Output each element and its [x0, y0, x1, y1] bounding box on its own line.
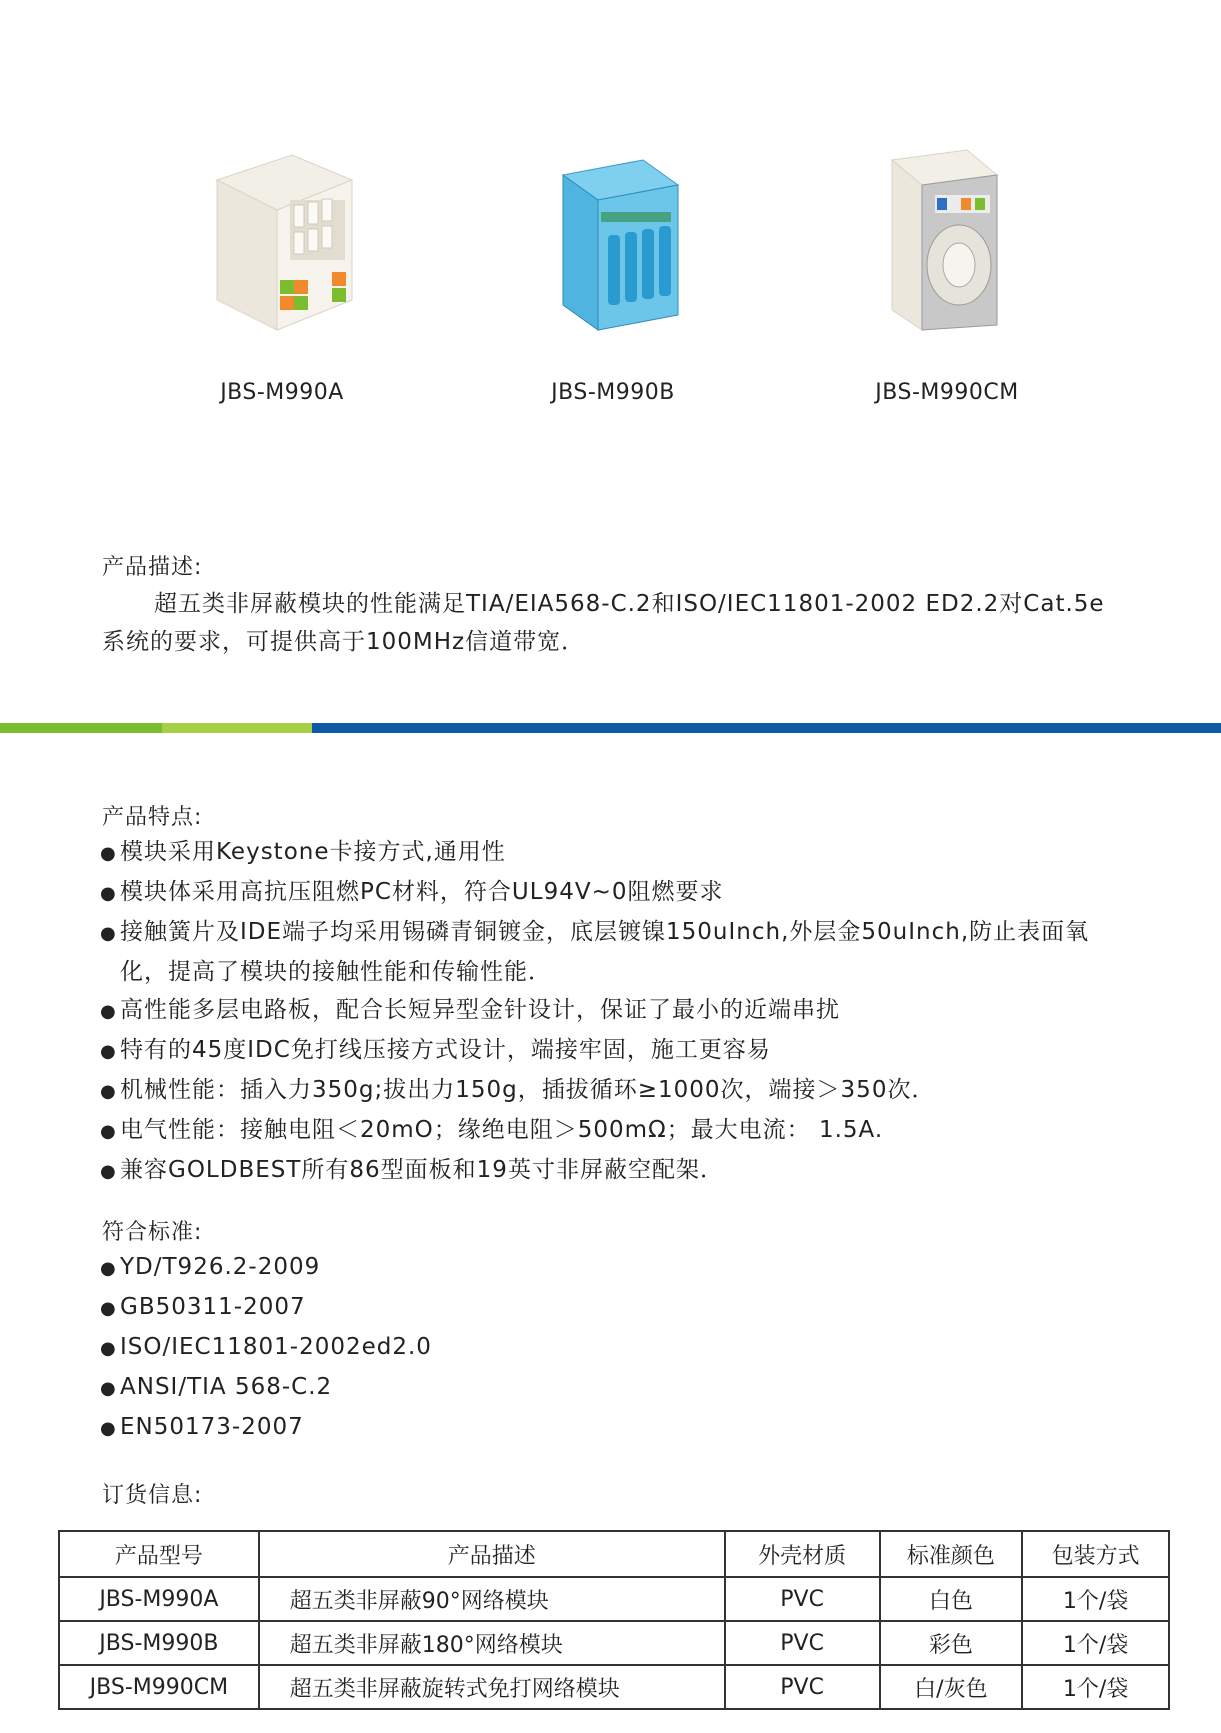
list-item: ● EN50173-2007: [100, 1408, 1120, 1448]
table-cell: 白色: [880, 1577, 1023, 1621]
features-list: [100, 833, 1120, 1191]
blue-keystone-jack-180-icon: [513, 140, 713, 350]
divider-green-dark: [0, 723, 162, 733]
table-row: [59, 1665, 1169, 1709]
white-keystone-jack-90-icon: [182, 140, 382, 350]
list-item: ● 机械性能：插入力350g;拔出力150g，插拔循环≥1000次，端接＞350次．: [100, 1071, 1120, 1111]
table-cell: 超五类非屏蔽旋转式免打网络模块: [259, 1665, 725, 1709]
white-grey-rotary-keystone-jack-icon: [847, 140, 1047, 350]
table-cell: JBS-M990CM: [59, 1665, 259, 1709]
list-item: ● 电气性能：接触电阻＜20mO；缘绝电阻＞500mΩ；最大电流： 1.5A.: [100, 1111, 1120, 1151]
table-cell: JBS-M990B: [59, 1621, 259, 1665]
product-card-m990a: [152, 140, 412, 405]
ordering-table: [58, 1530, 1170, 1710]
ordering-title: 订货信息:: [102, 1483, 203, 1508]
column-header: 外壳材质: [725, 1531, 880, 1577]
product-card-m990b: [483, 140, 743, 405]
table-cell: PVC: [725, 1577, 880, 1621]
list-item: ● ANSI/TIA 568-C.2: [100, 1368, 1120, 1408]
list-item: ● 特有的45度IDC免打线压接方式设计，端接牢固，施工更容易: [100, 1031, 1120, 1071]
table-cell: 1个/袋: [1022, 1621, 1169, 1665]
list-item: ● YD/T926.2-2009: [100, 1248, 1120, 1288]
table-cell: 白/灰色: [880, 1665, 1023, 1709]
list-item: ● 模块采用Keystone卡接方式,通用性: [100, 833, 1120, 873]
features-title: 产品特点:: [102, 805, 203, 830]
product-model-label: JBS-M990CM: [875, 380, 1019, 405]
column-header: 产品型号: [59, 1531, 259, 1577]
table-row: [59, 1621, 1169, 1665]
table-cell: 1个/袋: [1022, 1577, 1169, 1621]
list-item: ● 兼容GOLDBEST所有86型面板和19英寸非屏蔽空配架．: [100, 1151, 1120, 1191]
list-item: ● 高性能多层电路板，配合长短异型金针设计，保证了最小的近端串扰: [100, 991, 1120, 1031]
description-title: 产品描述:: [102, 555, 203, 580]
table-cell: 超五类非屏蔽180°网络模块: [259, 1621, 725, 1665]
table-cell: PVC: [725, 1621, 880, 1665]
table-header-row: [59, 1531, 1169, 1577]
standards-title: 符合标准:: [102, 1220, 203, 1245]
product-card-m990cm: [817, 140, 1077, 405]
section-divider: [0, 723, 1221, 733]
product-model-label: JBS-M990B: [551, 380, 675, 405]
column-header: 包装方式: [1022, 1531, 1169, 1577]
table-cell: PVC: [725, 1665, 880, 1709]
divider-blue: [312, 723, 1221, 733]
standards-list: [100, 1248, 1120, 1448]
list-item: ● 接触簧片及IDE端子均采用锡磷青铜镀金，底层镀镍150uInch,外层金50uInch,防止表面氧化，提高了模块的接触性能和传输性能．: [100, 913, 1120, 991]
table-row: [59, 1577, 1169, 1621]
table-cell: 1个/袋: [1022, 1665, 1169, 1709]
column-header: 产品描述: [259, 1531, 725, 1577]
table-cell: 彩色: [880, 1621, 1023, 1665]
list-item: ● ISO/IEC11801-2002ed2.0: [100, 1328, 1120, 1368]
product-model-label: JBS-M990A: [220, 380, 344, 405]
table-cell: 超五类非屏蔽90°网络模块: [259, 1577, 725, 1621]
column-header: 标准颜色: [880, 1531, 1023, 1577]
divider-green-light: [162, 723, 312, 733]
list-item: ● 模块体采用高抗压阻燃PC材料，符合UL94V~0阻燃要求: [100, 873, 1120, 913]
table-cell: JBS-M990A: [59, 1577, 259, 1621]
list-item: ● GB50311-2007: [100, 1288, 1120, 1328]
description-text: 超五类非屏蔽模块的性能满足TIA/EIA568-C.2和ISO/IEC11801-2002 ED2.2对Cat.5e系统的要求，可提供高于100MHz信道带宽．: [102, 591, 1105, 655]
